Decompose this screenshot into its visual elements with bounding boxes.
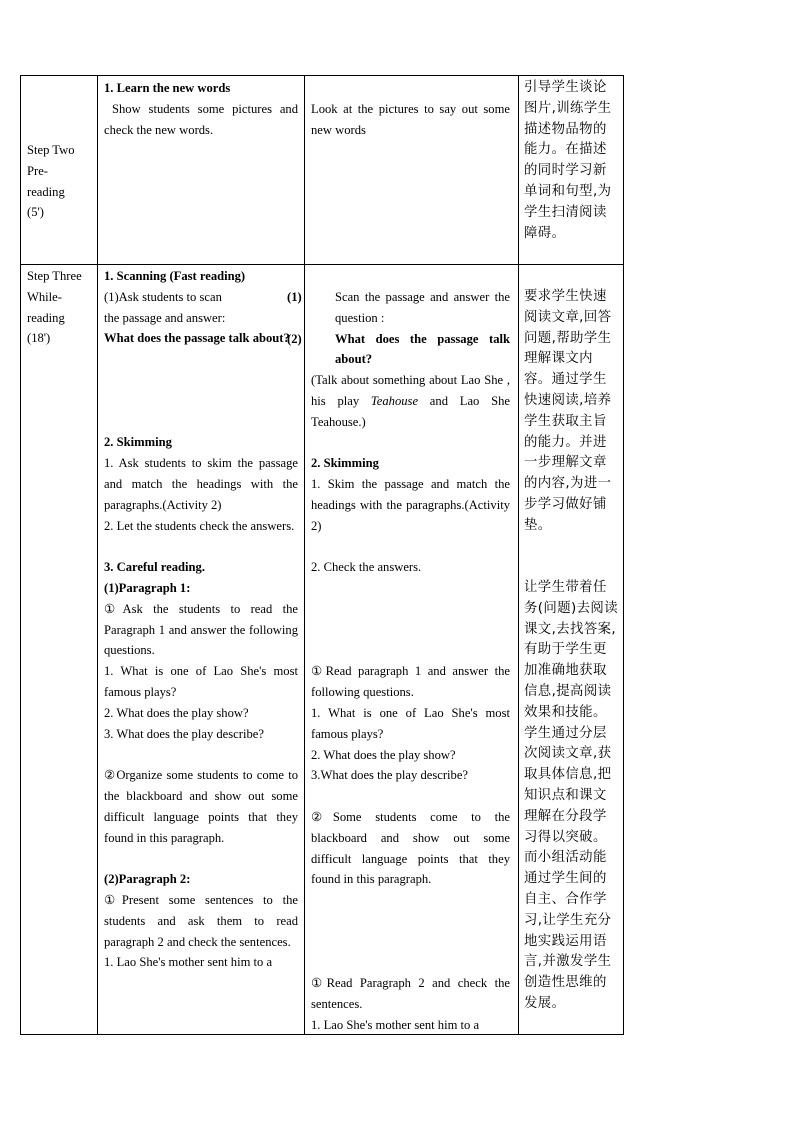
item-number: (2) — [287, 331, 302, 346]
activity-text: ②Some students come to the blackboard and show out some difficult language points that they found in this paragraph. — [311, 809, 510, 887]
step-name: Step Two — [27, 143, 75, 157]
activity-heading: 2. Skimming — [311, 456, 379, 471]
student-activity-pre-reading — [311, 99, 510, 141]
question-item: 2. What does the play show? — [311, 747, 456, 762]
scan-question: What does the passage talk about? — [335, 331, 510, 367]
question-item: 2. What does the play show? — [104, 705, 249, 720]
activity-text: (1)Ask students to scan — [104, 289, 222, 304]
step-name: Step Three — [27, 269, 82, 283]
activity-text: ①Read Paragraph 2 and check the sentences. — [311, 976, 510, 1012]
activity-heading: 1. Learn the new words — [104, 81, 231, 95]
paragraph-heading: (2)Paragraph 2: — [104, 872, 191, 887]
activity-heading: 3. Careful reading. — [104, 560, 205, 575]
step-duration: (5') — [27, 205, 44, 220]
step-stage: While- — [27, 289, 62, 304]
activity-text: ①Ask the students to read the Paragraph 1 and answer the following questions. — [104, 601, 298, 658]
activity-text: ①Present some sentences to the students and ask them to read paragraph 2 and check the sentences. — [104, 892, 298, 949]
activity-text: 1. Ask students to skim the passage and match the headings with the paragraphs.(Activity 2) — [104, 456, 298, 512]
question-item: 3.What does the play describe? — [311, 768, 469, 783]
activity-text: Show students some pictures and check the new words. — [104, 101, 298, 137]
step-two-label — [27, 140, 93, 223]
activity-text: 2. Check the answers. — [311, 560, 422, 575]
activity-text: ①Read paragraph 1 and answer the following questions. — [311, 664, 510, 700]
paragraph-heading: (1)Paragraph 1: — [104, 580, 191, 595]
activity-text: 2. Let the students check the answers. — [104, 518, 295, 533]
design-purpose-scanning — [524, 287, 620, 537]
question-item: 1. What is one of Lao She's most famous plays? — [311, 705, 510, 741]
step-stage: reading — [27, 310, 65, 325]
question-item: 1. What is one of Lao She's most famous plays? — [104, 664, 298, 699]
column-divider — [304, 76, 305, 1034]
student-activity-while-reading — [287, 287, 510, 1036]
row-divider — [21, 264, 623, 265]
step-stage: reading — [27, 184, 65, 199]
lesson-plan-table — [20, 75, 624, 1035]
teacher-activity-pre-reading — [104, 78, 298, 140]
step-three-label — [27, 266, 97, 349]
purpose-text: 要求学生快速阅读文章,回答问题,帮助学生理解课文内容。通过学生快速阅读,培养学生获取主旨的能力。并进一步理解文章的内容,为进一步学习做好铺垫。 — [524, 289, 612, 533]
activity-text: the passage and answer: — [104, 310, 226, 325]
answer-text: (Talk about something about Lao She , his play — [311, 373, 510, 408]
sentence-item: 1. Lao She's mother sent him to a — [311, 1017, 480, 1032]
teacher-activity-while-reading — [104, 266, 298, 973]
activity-heading: 2. Skimming — [104, 435, 172, 450]
purpose-text: 引导学生谈论图片,训练学生描述物品物的能力。在描述的同时学习新单词和句型,为学生扫清阅读障碍。 — [524, 80, 612, 241]
design-purpose-careful-reading — [524, 578, 620, 1015]
activity-heading: 1. Scanning (Fast reading) — [104, 269, 246, 283]
column-divider — [97, 76, 98, 1034]
answer-text: and Lao She Teahouse.) — [311, 393, 510, 429]
design-purpose-pre-reading — [524, 78, 620, 244]
item-number: (1) — [287, 290, 302, 304]
activity-text: Scan the passage and answer the question : — [335, 290, 510, 325]
activity-text: ②Organize some students to come to the blackboard and show out some difficult language points that they found in this paragraph. — [104, 768, 298, 845]
scan-question: What does the passage talk about? — [104, 331, 290, 346]
activity-text: 1. Skim the passage and match the headings with the paragraphs.(Activity 2) — [311, 477, 510, 533]
column-divider — [518, 76, 519, 1034]
sentence-item: 1. Lao She's mother sent him to a — [104, 955, 273, 970]
step-duration: (18') — [27, 331, 51, 346]
purpose-text: 让学生带着任务(问题)去阅读课文,去找答案,有助于学生更加准确地获取信息,提高阅读效果和技能。学生通过分层次阅读文章,获取具体信息,把知识点和课文理解在分段学习得以突破。而小组活动能通过学生间的自主、合作学习,让学生充分地实践运用语言,并激发学生创造性思维的发展。 — [524, 580, 618, 1011]
play-title: Teahouse — [370, 393, 419, 408]
activity-text: Look at the pictures to say out some new words — [311, 102, 510, 137]
step-stage: Pre- — [27, 163, 48, 178]
question-item: 3. What does the play describe? — [104, 726, 264, 741]
